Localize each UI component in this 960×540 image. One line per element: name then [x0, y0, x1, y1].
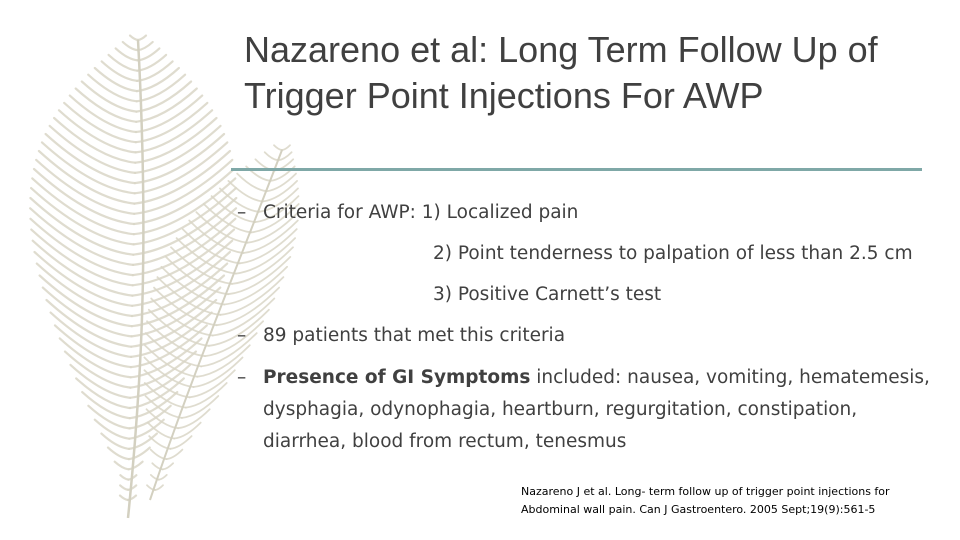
bullet-text — [263, 362, 943, 458]
bullet-dash: – — [237, 202, 247, 223]
citation — [521, 483, 941, 518]
title-divider — [231, 168, 922, 171]
bullet-text: 89 patients that met this criteria — [263, 325, 566, 346]
bullet-text: Criteria for AWP: 1) Localized pain — [263, 202, 579, 223]
bullet-dash: – — [237, 325, 247, 346]
criteria-item-3: 3) Positive Carnett’s test — [433, 284, 662, 305]
bullet-lead: Presence of GI Symptoms — [263, 367, 531, 388]
citation-line: Nazareno J et al. Long- term follow up of trigger point injections for — [521, 485, 890, 498]
criteria-item-2: 2) Point tenderness to palpation of less than 2.5 cm — [433, 243, 913, 264]
citation-line: Abdominal wall pain. Can J Gastroentero. 2005 Sept;19(9):561-5 — [521, 502, 876, 516]
bullet-dash: – — [237, 367, 247, 388]
bullet-body: included: nausea, vomiting, hematemesis, dysphagia, odynophagia, heartburn, regurgitation, constipation, diarrhea, blood from rectum, tenesmus — [263, 367, 930, 452]
slide-title: Nazareno et al: Long Term Follow Up of Trigger Point Injections For AWP — [244, 29, 878, 116]
